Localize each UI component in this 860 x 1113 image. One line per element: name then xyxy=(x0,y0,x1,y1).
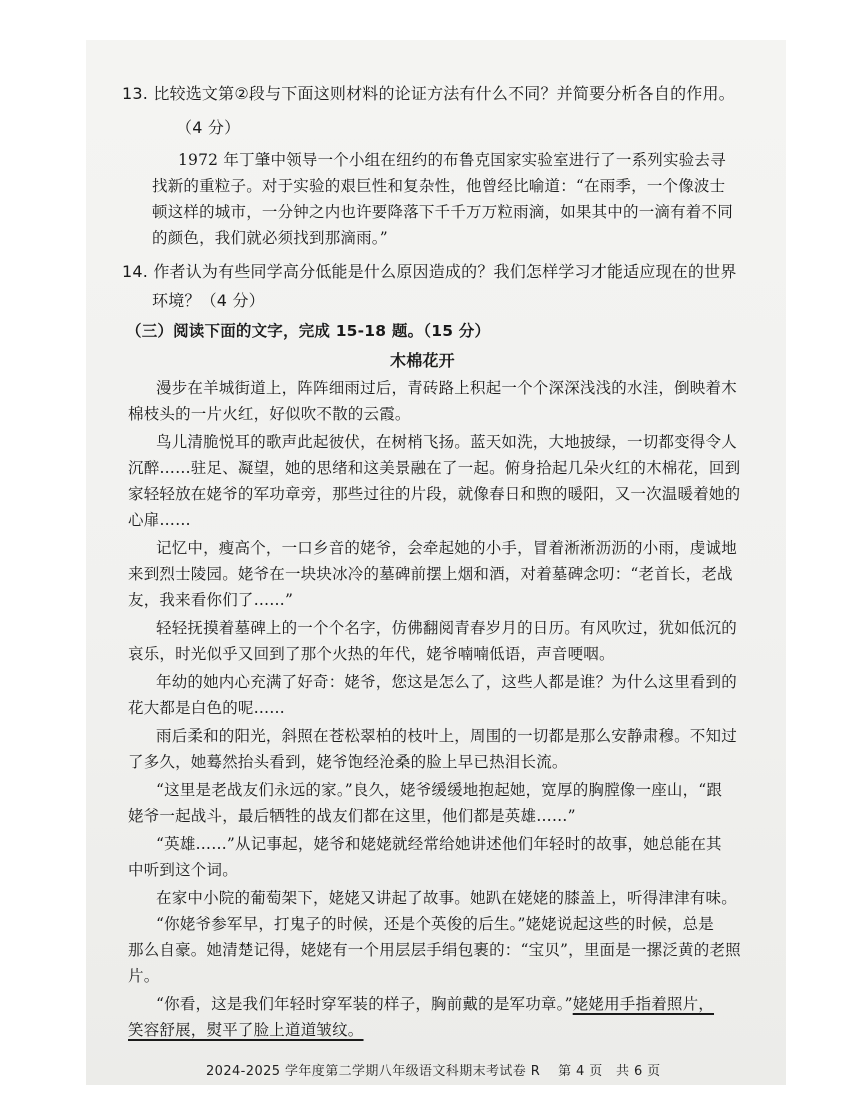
article-title: 木棉花开 xyxy=(390,351,455,370)
article-line xyxy=(156,994,714,1014)
article-line: 在家中小院的葡萄架下，姥姥又讲起了故事。她趴在姥姥的膝盖上，听得津津有味。 xyxy=(156,889,737,907)
article-line: 家轻轻放在姥爷的军功章旁，那些过往的片段，就像春日和煦的暖阳，又一次温暖着她的 xyxy=(128,485,741,503)
article-line: 哀乐，时光似乎又回到了那个火热的年代，姥爷喃喃低语，声音哽咽。 xyxy=(128,645,615,663)
article-line: 棉枝头的一片火红，好似吹不散的云霞。 xyxy=(128,405,411,423)
article-line: “你姥爷参军早，打鬼子的时候，还是个英俊的后生。”姥姥说起这些的时候，总是 xyxy=(156,915,715,933)
article-line: 漫步在羊城街道上，阵阵细雨过后，青砖路上积起一个个深深浅浅的水洼，倒映着木 xyxy=(156,379,737,397)
article-line: 鸟儿清脆悦耳的歌声此起彼伏，在树梢飞扬。蓝天如洗，大地披绿，一切都变得令人 xyxy=(156,433,737,451)
section-heading: （三）阅读下面的文字，完成 15-18 题。（15 分） xyxy=(126,322,491,340)
article-line: 记忆中，瘦高个，一口乡音的姥爷，会牵起她的小手，冒着淅淅沥沥的小雨，虔诚地 xyxy=(156,539,737,557)
q13-material-line: 的颜色，我们就必须找到那滴雨。” xyxy=(152,229,388,247)
article-line: 那么自豪。她清楚记得，姥姥有一个用层层手绢包裹的：“宝贝”，里面是一摞泛黄的老照 xyxy=(128,941,741,959)
article-line: 年幼的她内心充满了好奇：姥爷，您这是怎么了，这些人都是谁？为什么这里看到的 xyxy=(156,673,737,691)
question-14-cont: 环境？（4 分） xyxy=(152,291,265,310)
underlined-sentence: 姥姥用手指着照片， xyxy=(572,995,715,1013)
question-14: 14. 作者认为有些同学高分低能是什么原因造成的？我们怎样学习才能适应现在的世界 xyxy=(122,262,737,281)
article-line: 沉醉……驻足、凝望，她的思绪和这美景融在了一起。俯身拾起几朵火红的木棉花，回到 xyxy=(128,459,741,477)
article-line: 轻轻抚摸着墓碑上的一个个名字，仿佛翻阅青春岁月的日历。有风吹过，犹如低沉的 xyxy=(156,619,737,637)
article-line: 片。 xyxy=(128,967,160,985)
page-footer: 2024-2025 学年度第二学期八年级语文科期末考试卷 R 第 4 页 共 6 页 xyxy=(206,1064,661,1079)
underlined-sentence-cont: 笑容舒展，熨平了脸上道道皱纹。 xyxy=(128,1021,364,1039)
q13-material-line: 找新的重粒子。对于实验的艰巨性和复杂性，他曾经比喻道：“在雨季，一个像波士 xyxy=(152,177,726,195)
question-13: 13. 比较选文第②段与下面这则材料的论证方法有什么不同？并简要分析各自的作用。 xyxy=(122,84,735,103)
question-13-points: （4 分） xyxy=(176,118,241,137)
article-text: “你看，这是我们年轻时穿军装的样子，胸前戴的是军功章。” xyxy=(156,995,573,1013)
article-line: 花大都是白色的呢…… xyxy=(128,699,286,717)
q13-material-line: 1972 年丁肇中领导一个小组在纽约的布鲁克国家实验室进行了一系列实验去寻 xyxy=(178,151,726,169)
q13-material-line: 顿这样的城市，一分钟之内也许要降落下千千万万粒雨滴，如果其中的一滴有着不同 xyxy=(152,203,733,221)
article-line: 友，我来看你们了……” xyxy=(128,591,294,609)
article-line: “这里是老战友们永远的家。”良久，姥爷缓缓地抱起她，宽厚的胸膛像一座山，“跟 xyxy=(156,781,723,799)
article-line: 心扉…… xyxy=(128,511,191,529)
article-line: “英雄……”从记事起，姥爷和姥姥就经常给她讲述他们年轻时的故事，她总能在其 xyxy=(156,835,722,853)
article-line: 姥爷一起战斗，最后牺牲的战友们都在这里，他们都是英雄……” xyxy=(128,807,576,825)
article-line: 了多久，她蓦然抬头看到，姥爷饱经沧桑的脸上早已热泪长流。 xyxy=(128,753,568,771)
article-line: 中听到这个词。 xyxy=(128,861,238,879)
article-line: 来到烈士陵园。姥爷在一块块冰冷的墓碑前摆上烟和酒，对着墓碑念叨：“老首长，老战 xyxy=(128,565,733,583)
article-line: 雨后柔和的阳光，斜照在苍松翠柏的枝叶上，周围的一切都是那么安静肃穆。不知过 xyxy=(156,727,737,745)
